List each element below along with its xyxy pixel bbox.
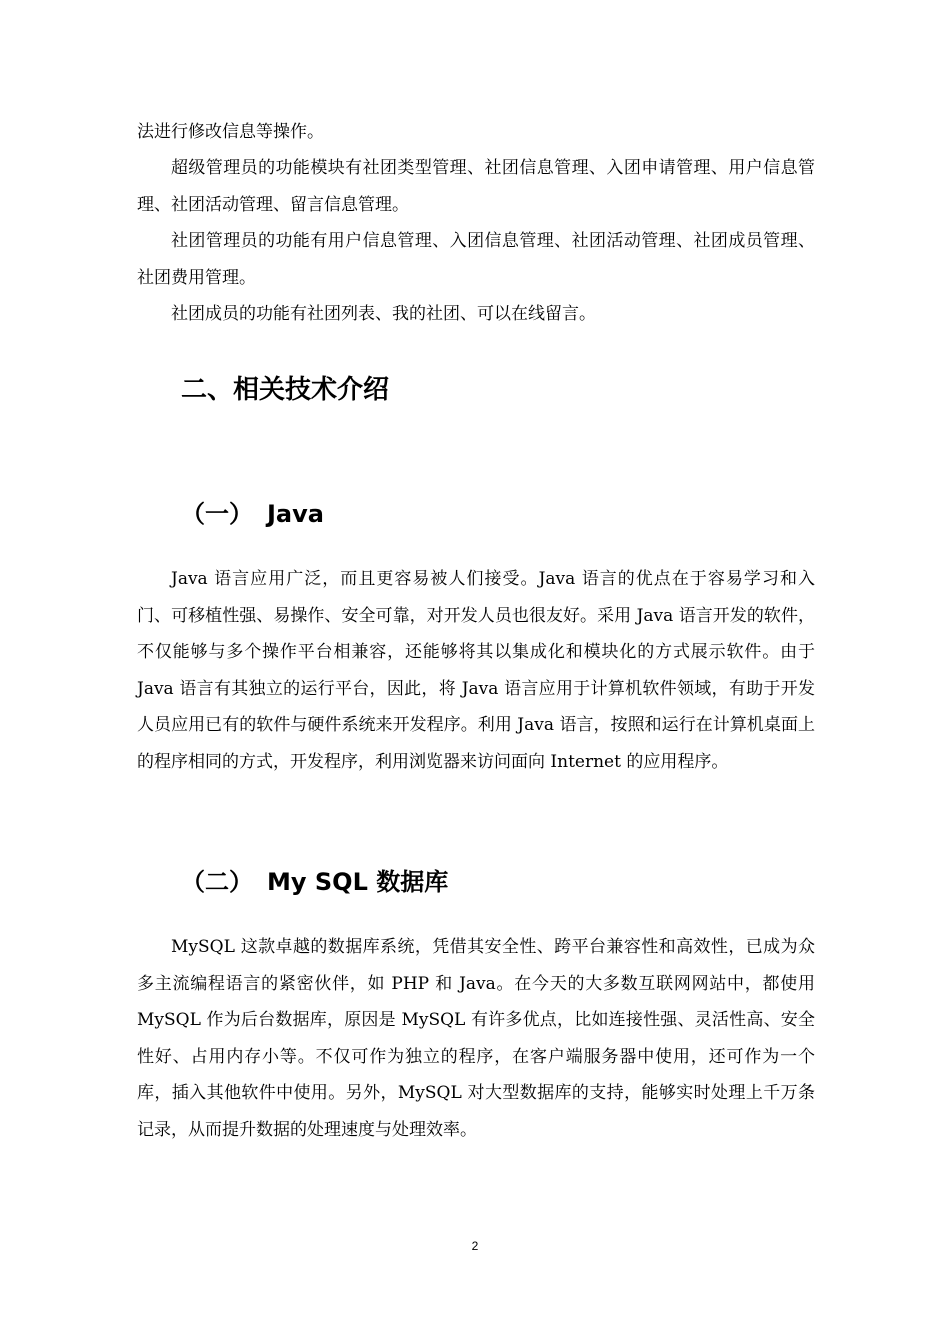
paragraph-club-member: 社团成员的功能有社团列表、我的社团、可以在线留言。 <box>171 304 596 324</box>
paragraph-mysql: MySQL 这款卓越的数据库系统，凭借其安全性、跨平台兼容性和高效性，已成为众多主流编程语言的紧密伙伴，如 PHP 和 Java。在今天的大多数互联网网站中，都使用 MySQL 作为后台数据库，原因是 MySQL 有许多优点，比如连接性强、灵活性高、安全性好、占用内存小等。不仅可作为独立的程序，在客户端服务器中使用，还可作为一个库，插入其他软件中使用。另外，MySQL 对大型数据库的支持，能够实时处理上千万条记录，从而提升数据的处理速度与处理效率。 <box>137 937 815 1140</box>
subsection-number: （二） <box>181 868 253 896</box>
page-number: 2 <box>471 1239 479 1253</box>
subsection-title: Java <box>267 500 324 528</box>
subsection-title: My SQL 数据库 <box>267 868 449 896</box>
paragraph-super-admin: 超级管理员的功能模块有社团类型管理、社团信息管理、入团申请管理、用户信息管理、社团活动管理、留言信息管理。 <box>137 158 815 215</box>
subsection-heading-java <box>181 494 324 534</box>
paragraph-club-admin: 社团管理员的功能有用户信息管理、入团信息管理、社团活动管理、社团成员管理、社团费用管理。 <box>137 231 815 288</box>
subsection-number: （一） <box>181 500 253 528</box>
paragraph-java: Java 语言应用广泛，而且更容易被人们接受。Java 语言的优点在于容易学习和入门、可移植性强、易操作、安全可靠，对开发人员也很友好。采用 Java 语言开发的软件，不仅能够与多个操作平台相兼容，还能够将其以集成化和模块化的方式展示软件。由于 Java 语言有其独立的运行平台，因此，将 Java 语言应用于计算机软件领域，有助于开发人员应用已有的软件与硬件系统来开发程序。利用 Java 语言，按照和运行在计算机桌面上的程序相同的方式，开发程序，利用浏览器来访问面向 Internet 的应用程序。 <box>137 569 815 772</box>
subsection-heading-mysql <box>181 862 448 902</box>
section-heading-related-technologies: 二、相关技术介绍 <box>181 375 390 405</box>
intro-continuation: 法进行修改信息等操作。 <box>137 122 324 142</box>
